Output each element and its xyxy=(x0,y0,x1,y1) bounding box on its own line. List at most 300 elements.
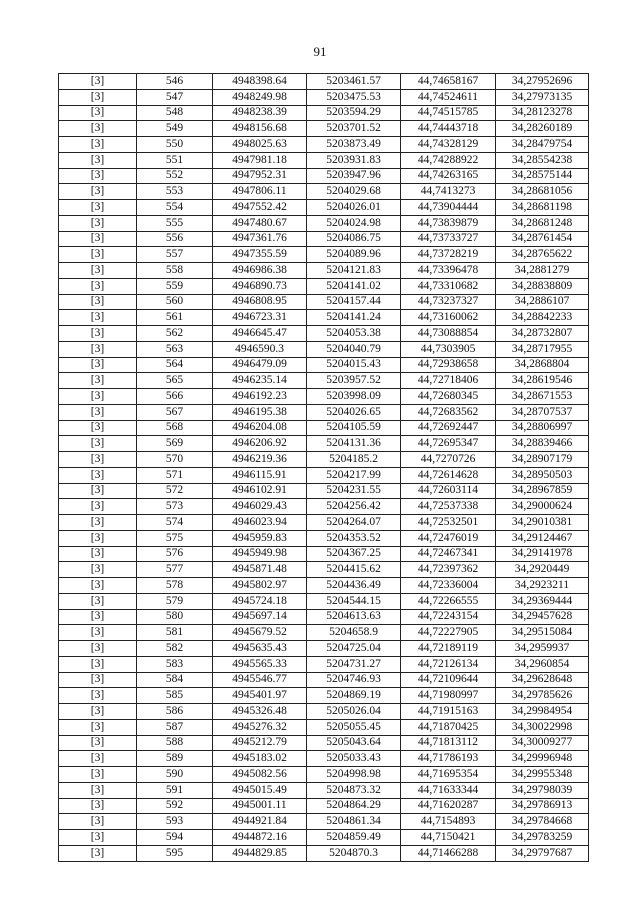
x-coordinate-cell: 4946479.09 xyxy=(213,357,307,373)
latitude-cell: 44,72683562 xyxy=(401,404,496,420)
latitude-cell: 44,73160062 xyxy=(401,310,496,326)
table-row xyxy=(59,389,589,405)
latitude-cell: 44,72227905 xyxy=(401,625,496,641)
table-row xyxy=(59,341,589,357)
source-ref-cell: [3] xyxy=(59,420,137,436)
table-row xyxy=(59,515,589,531)
point-number-cell: 589 xyxy=(137,751,213,767)
table-row xyxy=(59,420,589,436)
y-coordinate-cell: 5203931.83 xyxy=(307,152,401,168)
source-ref-cell: [3] xyxy=(59,105,137,121)
table-row xyxy=(59,641,589,657)
x-coordinate-cell: 4946192.23 xyxy=(213,389,307,405)
point-number-cell: 553 xyxy=(137,184,213,200)
x-coordinate-cell: 4946723.31 xyxy=(213,310,307,326)
y-coordinate-cell: 5204141.24 xyxy=(307,310,401,326)
y-coordinate-cell: 5204436.49 xyxy=(307,578,401,594)
table-row xyxy=(59,200,589,216)
point-number-cell: 592 xyxy=(137,798,213,814)
point-number-cell: 571 xyxy=(137,467,213,483)
point-number-cell: 579 xyxy=(137,593,213,609)
x-coordinate-cell: 4945082.56 xyxy=(213,767,307,783)
source-ref-cell: [3] xyxy=(59,672,137,688)
y-coordinate-cell: 5204141.02 xyxy=(307,278,401,294)
y-coordinate-cell: 5204613.63 xyxy=(307,609,401,625)
source-ref-cell: [3] xyxy=(59,499,137,515)
longitude-cell: 34,28842233 xyxy=(496,310,589,326)
y-coordinate-cell: 5204029.68 xyxy=(307,184,401,200)
x-coordinate-cell: 4945871.48 xyxy=(213,562,307,578)
longitude-cell: 34,29628648 xyxy=(496,672,589,688)
table-row xyxy=(59,625,589,641)
x-coordinate-cell: 4946023.94 xyxy=(213,515,307,531)
table-row xyxy=(59,798,589,814)
longitude-cell: 34,29955348 xyxy=(496,767,589,783)
longitude-cell: 34,29000624 xyxy=(496,499,589,515)
y-coordinate-cell: 5204026.65 xyxy=(307,404,401,420)
y-coordinate-cell: 5204026.01 xyxy=(307,200,401,216)
table-row xyxy=(59,105,589,121)
longitude-cell: 34,28260189 xyxy=(496,121,589,137)
longitude-cell: 34,29797687 xyxy=(496,845,589,861)
y-coordinate-cell: 5204040.79 xyxy=(307,341,401,357)
table-row xyxy=(59,215,589,231)
longitude-cell: 34,2959937 xyxy=(496,641,589,657)
longitude-cell: 34,29798039 xyxy=(496,782,589,798)
x-coordinate-cell: 4945724.18 xyxy=(213,593,307,609)
coordinates-table xyxy=(58,73,589,862)
longitude-cell: 34,29996948 xyxy=(496,751,589,767)
latitude-cell: 44,73839879 xyxy=(401,215,496,231)
latitude-cell: 44,74515785 xyxy=(401,105,496,121)
latitude-cell: 44,74658167 xyxy=(401,74,496,90)
x-coordinate-cell: 4948025.63 xyxy=(213,137,307,153)
longitude-cell: 34,2881279 xyxy=(496,263,589,279)
source-ref-cell: [3] xyxy=(59,373,137,389)
source-ref-cell: [3] xyxy=(59,74,137,90)
source-ref-cell: [3] xyxy=(59,263,137,279)
y-coordinate-cell: 5204217.99 xyxy=(307,467,401,483)
table-row xyxy=(59,294,589,310)
y-coordinate-cell: 5204415.62 xyxy=(307,562,401,578)
table-row xyxy=(59,546,589,562)
source-ref-cell: [3] xyxy=(59,137,137,153)
latitude-cell: 44,74288922 xyxy=(401,152,496,168)
latitude-cell: 44,72126134 xyxy=(401,656,496,672)
table-row xyxy=(59,436,589,452)
point-number-cell: 551 xyxy=(137,152,213,168)
longitude-cell: 34,28717955 xyxy=(496,341,589,357)
y-coordinate-cell: 5204264.07 xyxy=(307,515,401,531)
table-row xyxy=(59,310,589,326)
y-coordinate-cell: 5204086.75 xyxy=(307,231,401,247)
latitude-cell: 44,74443718 xyxy=(401,121,496,137)
source-ref-cell: [3] xyxy=(59,215,137,231)
source-ref-cell: [3] xyxy=(59,515,137,531)
x-coordinate-cell: 4945679.52 xyxy=(213,625,307,641)
y-coordinate-cell: 5204859.49 xyxy=(307,830,401,846)
longitude-cell: 34,2920449 xyxy=(496,562,589,578)
longitude-cell: 34,28123278 xyxy=(496,105,589,121)
source-ref-cell: [3] xyxy=(59,436,137,452)
source-ref-cell: [3] xyxy=(59,89,137,105)
table-row xyxy=(59,483,589,499)
source-ref-cell: [3] xyxy=(59,294,137,310)
y-coordinate-cell: 5204873.32 xyxy=(307,782,401,798)
x-coordinate-cell: 4946890.73 xyxy=(213,278,307,294)
source-ref-cell: [3] xyxy=(59,467,137,483)
table-row xyxy=(59,688,589,704)
source-ref-cell: [3] xyxy=(59,341,137,357)
source-ref-cell: [3] xyxy=(59,625,137,641)
point-number-cell: 575 xyxy=(137,530,213,546)
y-coordinate-cell: 5203594.29 xyxy=(307,105,401,121)
latitude-cell: 44,74328129 xyxy=(401,137,496,153)
point-number-cell: 550 xyxy=(137,137,213,153)
longitude-cell: 34,27973135 xyxy=(496,89,589,105)
y-coordinate-cell: 5203957.52 xyxy=(307,373,401,389)
longitude-cell: 34,28806997 xyxy=(496,420,589,436)
y-coordinate-cell: 5204185.2 xyxy=(307,452,401,468)
y-coordinate-cell: 5203701.52 xyxy=(307,121,401,137)
longitude-cell: 34,29515084 xyxy=(496,625,589,641)
x-coordinate-cell: 4946645.47 xyxy=(213,326,307,342)
x-coordinate-cell: 4947480.67 xyxy=(213,215,307,231)
y-coordinate-cell: 5204725.04 xyxy=(307,641,401,657)
latitude-cell: 44,73904444 xyxy=(401,200,496,216)
latitude-cell: 44,72532501 xyxy=(401,515,496,531)
source-ref-cell: [3] xyxy=(59,389,137,405)
y-coordinate-cell: 5203461.57 xyxy=(307,74,401,90)
latitude-cell: 44,73733727 xyxy=(401,231,496,247)
longitude-cell: 34,29783259 xyxy=(496,830,589,846)
table-row xyxy=(59,735,589,751)
table-row xyxy=(59,373,589,389)
point-number-cell: 546 xyxy=(137,74,213,90)
table-row xyxy=(59,751,589,767)
source-ref-cell: [3] xyxy=(59,483,137,499)
y-coordinate-cell: 5204131.36 xyxy=(307,436,401,452)
x-coordinate-cell: 4946235.14 xyxy=(213,373,307,389)
source-ref-cell: [3] xyxy=(59,310,137,326)
point-number-cell: 565 xyxy=(137,373,213,389)
y-coordinate-cell: 5204157.44 xyxy=(307,294,401,310)
x-coordinate-cell: 4948398.64 xyxy=(213,74,307,90)
latitude-cell: 44,71633344 xyxy=(401,782,496,798)
table-row xyxy=(59,326,589,342)
y-coordinate-cell: 5205026.04 xyxy=(307,704,401,720)
source-ref-cell: [3] xyxy=(59,404,137,420)
latitude-cell: 44,72614628 xyxy=(401,467,496,483)
longitude-cell: 34,28619546 xyxy=(496,373,589,389)
point-number-cell: 569 xyxy=(137,436,213,452)
longitude-cell: 34,28681056 xyxy=(496,184,589,200)
longitude-cell: 34,28967859 xyxy=(496,483,589,499)
x-coordinate-cell: 4948249.98 xyxy=(213,89,307,105)
latitude-cell: 44,72680345 xyxy=(401,389,496,405)
latitude-cell: 44,72266555 xyxy=(401,593,496,609)
table-row xyxy=(59,404,589,420)
x-coordinate-cell: 4946590.3 xyxy=(213,341,307,357)
latitude-cell: 44,72718406 xyxy=(401,373,496,389)
table-row xyxy=(59,593,589,609)
y-coordinate-cell: 5204024.98 xyxy=(307,215,401,231)
x-coordinate-cell: 4947361.76 xyxy=(213,231,307,247)
source-ref-cell: [3] xyxy=(59,688,137,704)
latitude-cell: 44,72189119 xyxy=(401,641,496,657)
source-ref-cell: [3] xyxy=(59,326,137,342)
x-coordinate-cell: 4946808.95 xyxy=(213,294,307,310)
table-row xyxy=(59,609,589,625)
latitude-cell: 44,72467341 xyxy=(401,546,496,562)
latitude-cell: 44,7270726 xyxy=(401,452,496,468)
source-ref-cell: [3] xyxy=(59,798,137,814)
x-coordinate-cell: 4946029.43 xyxy=(213,499,307,515)
table-row xyxy=(59,89,589,105)
table-row xyxy=(59,452,589,468)
table-row xyxy=(59,263,589,279)
point-number-cell: 581 xyxy=(137,625,213,641)
y-coordinate-cell: 5204658.9 xyxy=(307,625,401,641)
longitude-cell: 34,2923211 xyxy=(496,578,589,594)
x-coordinate-cell: 4945546.77 xyxy=(213,672,307,688)
x-coordinate-cell: 4946115.91 xyxy=(213,467,307,483)
x-coordinate-cell: 4946195.38 xyxy=(213,404,307,420)
point-number-cell: 558 xyxy=(137,263,213,279)
y-coordinate-cell: 5204861.34 xyxy=(307,814,401,830)
latitude-cell: 44,72243154 xyxy=(401,609,496,625)
longitude-cell: 34,29141978 xyxy=(496,546,589,562)
point-number-cell: 584 xyxy=(137,672,213,688)
longitude-cell: 34,28950503 xyxy=(496,467,589,483)
latitude-cell: 44,73310682 xyxy=(401,278,496,294)
y-coordinate-cell: 5205055.45 xyxy=(307,719,401,735)
source-ref-cell: [3] xyxy=(59,357,137,373)
source-ref-cell: [3] xyxy=(59,452,137,468)
longitude-cell: 34,28907179 xyxy=(496,452,589,468)
source-ref-cell: [3] xyxy=(59,719,137,735)
source-ref-cell: [3] xyxy=(59,830,137,846)
point-number-cell: 559 xyxy=(137,278,213,294)
source-ref-cell: [3] xyxy=(59,845,137,861)
y-coordinate-cell: 5203998.09 xyxy=(307,389,401,405)
longitude-cell: 34,29784668 xyxy=(496,814,589,830)
point-number-cell: 560 xyxy=(137,294,213,310)
point-number-cell: 552 xyxy=(137,168,213,184)
x-coordinate-cell: 4947952.31 xyxy=(213,168,307,184)
x-coordinate-cell: 4946986.38 xyxy=(213,263,307,279)
latitude-cell: 44,71620287 xyxy=(401,798,496,814)
y-coordinate-cell: 5204256.42 xyxy=(307,499,401,515)
table-row xyxy=(59,137,589,153)
y-coordinate-cell: 5204353.52 xyxy=(307,530,401,546)
x-coordinate-cell: 4946102.91 xyxy=(213,483,307,499)
point-number-cell: 568 xyxy=(137,420,213,436)
x-coordinate-cell: 4945802.97 xyxy=(213,578,307,594)
latitude-cell: 44,73237327 xyxy=(401,294,496,310)
latitude-cell: 44,72336004 xyxy=(401,578,496,594)
longitude-cell: 34,28681248 xyxy=(496,215,589,231)
latitude-cell: 44,71695354 xyxy=(401,767,496,783)
point-number-cell: 595 xyxy=(137,845,213,861)
longitude-cell: 34,29457628 xyxy=(496,609,589,625)
x-coordinate-cell: 4945401.97 xyxy=(213,688,307,704)
longitude-cell: 34,28707537 xyxy=(496,404,589,420)
longitude-cell: 34,29984954 xyxy=(496,704,589,720)
latitude-cell: 44,74263165 xyxy=(401,168,496,184)
longitude-cell: 34,29369444 xyxy=(496,593,589,609)
longitude-cell: 34,28761454 xyxy=(496,231,589,247)
latitude-cell: 44,7154893 xyxy=(401,814,496,830)
x-coordinate-cell: 4945635.43 xyxy=(213,641,307,657)
x-coordinate-cell: 4944872.16 xyxy=(213,830,307,846)
x-coordinate-cell: 4947552.42 xyxy=(213,200,307,216)
source-ref-cell: [3] xyxy=(59,562,137,578)
source-ref-cell: [3] xyxy=(59,751,137,767)
x-coordinate-cell: 4945001.11 xyxy=(213,798,307,814)
latitude-cell: 44,72476019 xyxy=(401,530,496,546)
latitude-cell: 44,71466288 xyxy=(401,845,496,861)
point-number-cell: 586 xyxy=(137,704,213,720)
point-number-cell: 566 xyxy=(137,389,213,405)
y-coordinate-cell: 5204870.3 xyxy=(307,845,401,861)
x-coordinate-cell: 4946219.36 xyxy=(213,452,307,468)
table-row xyxy=(59,578,589,594)
longitude-cell: 34,2886107 xyxy=(496,294,589,310)
x-coordinate-cell: 4948156.68 xyxy=(213,121,307,137)
longitude-cell: 34,27952696 xyxy=(496,74,589,90)
x-coordinate-cell: 4946206.92 xyxy=(213,436,307,452)
table-row xyxy=(59,656,589,672)
latitude-cell: 44,71870425 xyxy=(401,719,496,735)
y-coordinate-cell: 5205043.64 xyxy=(307,735,401,751)
longitude-cell: 34,29124467 xyxy=(496,530,589,546)
page-number: 91 xyxy=(313,44,327,59)
source-ref-cell: [3] xyxy=(59,593,137,609)
y-coordinate-cell: 5203947.96 xyxy=(307,168,401,184)
source-ref-cell: [3] xyxy=(59,247,137,263)
y-coordinate-cell: 5203475.53 xyxy=(307,89,401,105)
table-row xyxy=(59,499,589,515)
y-coordinate-cell: 5204998.98 xyxy=(307,767,401,783)
table-row xyxy=(59,672,589,688)
source-ref-cell: [3] xyxy=(59,152,137,168)
latitude-cell: 44,74524611 xyxy=(401,89,496,105)
x-coordinate-cell: 4944921.84 xyxy=(213,814,307,830)
y-coordinate-cell: 5204105.59 xyxy=(307,420,401,436)
point-number-cell: 562 xyxy=(137,326,213,342)
point-number-cell: 573 xyxy=(137,499,213,515)
latitude-cell: 44,71980997 xyxy=(401,688,496,704)
latitude-cell: 44,72603114 xyxy=(401,483,496,499)
point-number-cell: 570 xyxy=(137,452,213,468)
point-number-cell: 564 xyxy=(137,357,213,373)
latitude-cell: 44,73396478 xyxy=(401,263,496,279)
x-coordinate-cell: 4945212.79 xyxy=(213,735,307,751)
longitude-cell: 34,28554238 xyxy=(496,152,589,168)
x-coordinate-cell: 4947981.18 xyxy=(213,152,307,168)
source-ref-cell: [3] xyxy=(59,656,137,672)
point-number-cell: 585 xyxy=(137,688,213,704)
y-coordinate-cell: 5204015.43 xyxy=(307,357,401,373)
point-number-cell: 594 xyxy=(137,830,213,846)
longitude-cell: 34,29786913 xyxy=(496,798,589,814)
x-coordinate-cell: 4945959.83 xyxy=(213,530,307,546)
longitude-cell: 34,2960854 xyxy=(496,656,589,672)
source-ref-cell: [3] xyxy=(59,641,137,657)
latitude-cell: 44,71915163 xyxy=(401,704,496,720)
table-row xyxy=(59,767,589,783)
x-coordinate-cell: 4945949.98 xyxy=(213,546,307,562)
x-coordinate-cell: 4947806.11 xyxy=(213,184,307,200)
point-number-cell: 582 xyxy=(137,641,213,657)
longitude-cell: 34,29785626 xyxy=(496,688,589,704)
point-number-cell: 555 xyxy=(137,215,213,231)
table-row xyxy=(59,121,589,137)
point-number-cell: 593 xyxy=(137,814,213,830)
source-ref-cell: [3] xyxy=(59,200,137,216)
x-coordinate-cell: 4944829.85 xyxy=(213,845,307,861)
y-coordinate-cell: 5204544.15 xyxy=(307,593,401,609)
point-number-cell: 567 xyxy=(137,404,213,420)
point-number-cell: 588 xyxy=(137,735,213,751)
point-number-cell: 577 xyxy=(137,562,213,578)
x-coordinate-cell: 4945697.14 xyxy=(213,609,307,625)
latitude-cell: 44,73728219 xyxy=(401,247,496,263)
point-number-cell: 587 xyxy=(137,719,213,735)
y-coordinate-cell: 5204231.55 xyxy=(307,483,401,499)
source-ref-cell: [3] xyxy=(59,782,137,798)
point-number-cell: 578 xyxy=(137,578,213,594)
source-ref-cell: [3] xyxy=(59,168,137,184)
point-number-cell: 572 xyxy=(137,483,213,499)
point-number-cell: 590 xyxy=(137,767,213,783)
latitude-cell: 44,73088854 xyxy=(401,326,496,342)
x-coordinate-cell: 4945015.49 xyxy=(213,782,307,798)
table-row xyxy=(59,562,589,578)
longitude-cell: 34,28681198 xyxy=(496,200,589,216)
latitude-cell: 44,72938658 xyxy=(401,357,496,373)
point-number-cell: 549 xyxy=(137,121,213,137)
table-row xyxy=(59,845,589,861)
latitude-cell: 44,71813112 xyxy=(401,735,496,751)
longitude-cell: 34,28765622 xyxy=(496,247,589,263)
source-ref-cell: [3] xyxy=(59,704,137,720)
y-coordinate-cell: 5204869.19 xyxy=(307,688,401,704)
longitude-cell: 34,28671553 xyxy=(496,389,589,405)
point-number-cell: 557 xyxy=(137,247,213,263)
latitude-cell: 44,72397362 xyxy=(401,562,496,578)
table-row xyxy=(59,782,589,798)
longitude-cell: 34,28839466 xyxy=(496,436,589,452)
point-number-cell: 574 xyxy=(137,515,213,531)
longitude-cell: 34,30009277 xyxy=(496,735,589,751)
x-coordinate-cell: 4948238.39 xyxy=(213,105,307,121)
x-coordinate-cell: 4945276.32 xyxy=(213,719,307,735)
y-coordinate-cell: 5204089.96 xyxy=(307,247,401,263)
table-row xyxy=(59,184,589,200)
source-ref-cell: [3] xyxy=(59,121,137,137)
y-coordinate-cell: 5204746.93 xyxy=(307,672,401,688)
point-number-cell: 548 xyxy=(137,105,213,121)
point-number-cell: 561 xyxy=(137,310,213,326)
source-ref-cell: [3] xyxy=(59,278,137,294)
source-ref-cell: [3] xyxy=(59,609,137,625)
latitude-cell: 44,71786193 xyxy=(401,751,496,767)
source-ref-cell: [3] xyxy=(59,530,137,546)
table-row xyxy=(59,719,589,735)
y-coordinate-cell: 5204731.27 xyxy=(307,656,401,672)
